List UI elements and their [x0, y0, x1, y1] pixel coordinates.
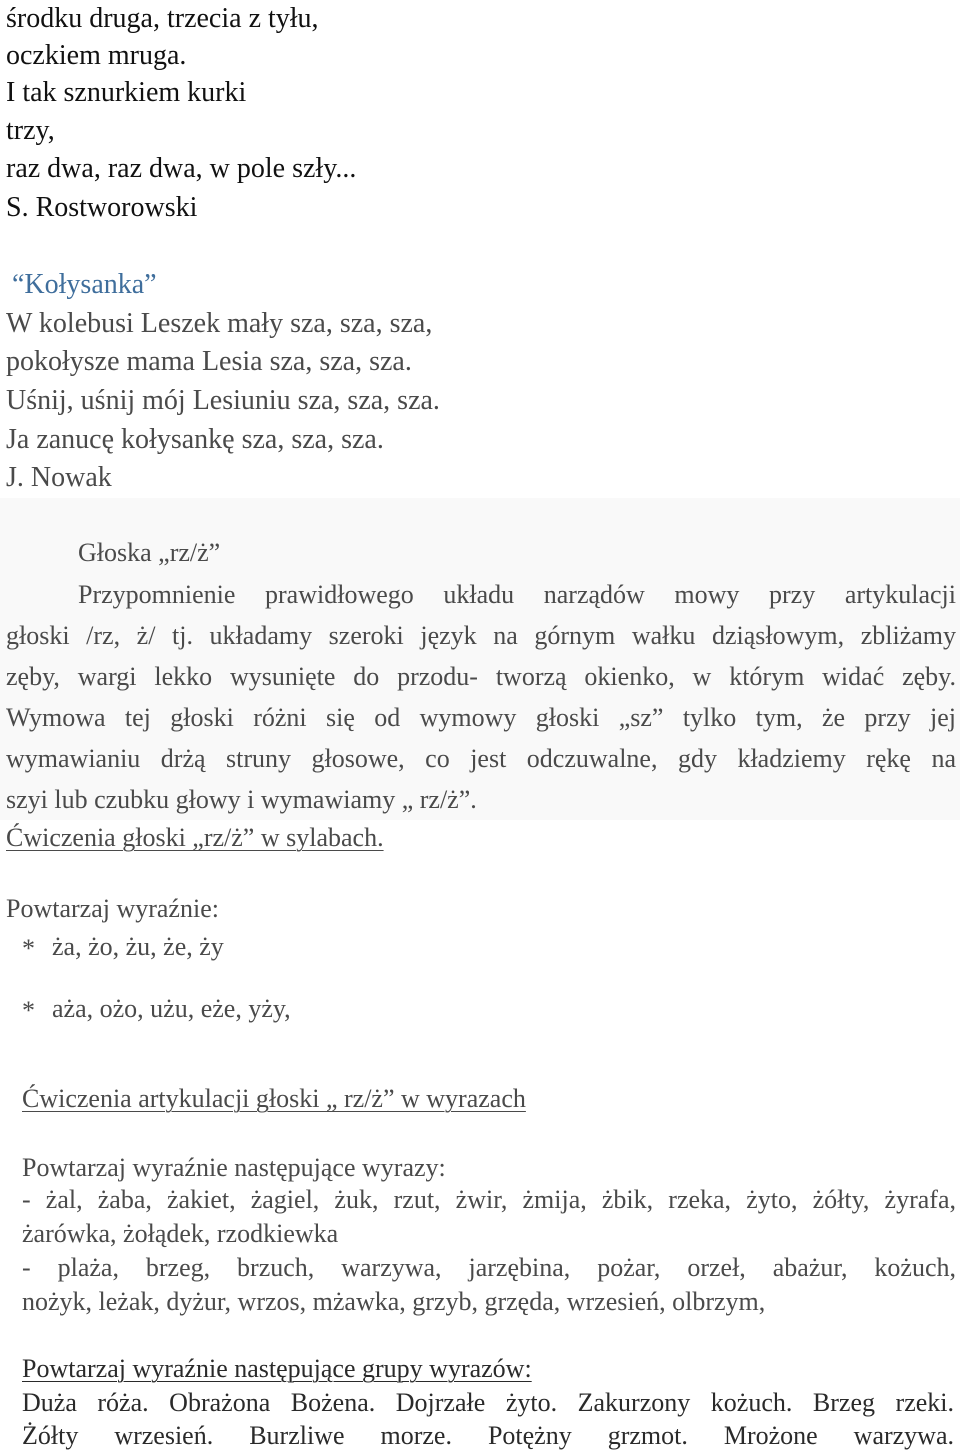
- poem2-line-2: pokołysze mama Lesia sza, sza, sza.: [6, 346, 412, 377]
- section-paragraph-line-6: szyi lub czubku głowy i wymawiamy „ rz/ż”.: [6, 785, 477, 814]
- words-heading: Ćwiczenia artykulacji głoski „ rz/ż” w wyrazach: [22, 1084, 526, 1113]
- section-heading: Głoska „rz/ż”: [78, 538, 221, 567]
- section-paragraph-line-5: wymawianiu drżą struny głosowe, co jest odczuwalne, gdy kładziemy rękę na: [6, 744, 956, 773]
- section-paragraph-line-1: Przypomnienie prawidłowego układu narządów mowy przy artykulacji: [78, 580, 956, 609]
- poem2-author: J. Nowak: [6, 462, 112, 493]
- poem2-line-3: Uśnij, uśnij mój Lesiuniu sza, sza, sza.: [6, 385, 440, 416]
- poem2-title: “Kołysanka”: [12, 269, 157, 300]
- poem1-author: S. Rostworowski: [6, 192, 198, 223]
- poem2-line-4: Ja zanucę kołysankę sza, sza, sza.: [6, 424, 384, 455]
- section-paragraph-line-2: głoski /rz, ż/ tj. układamy szeroki język na górnym wałku dziąsłowym, zbliżamy: [6, 621, 956, 650]
- section-paragraph-line-3: zęby, wargi lekko wysunięte do przodu- tworzą okienko, w którym widać zęby.: [6, 662, 956, 691]
- words-line-2: żarówka, żołądek, rzodkiewka: [22, 1219, 339, 1248]
- section-paragraph-line-4: Wymowa tej głoski różni się od wymowy głoski „sz” tylko tym, że przy jej: [6, 703, 956, 732]
- groups-line-1: Duża róża. Obrażona Bożena. Dojrzałe żyto. Zakurzony kożuch. Brzeg rzeki.: [22, 1388, 954, 1417]
- words-line-1: - żal, żaba, żakiet, żagiel, żuk, rzut, żwir, żmija, żbik, rzeka, żyto, żółty, żyrafa,: [22, 1185, 956, 1214]
- words-line-3: - plaża, brzeg, brzuch, warzywa, jarzębina, pożar, orzeł, abażur, kożuch,: [22, 1253, 956, 1282]
- poem2-line-1: W kolebusi Leszek mały sza, sza, sza,: [6, 308, 433, 339]
- syllables-heading: Ćwiczenia głoski „rz/ż” w sylabach.: [6, 823, 384, 852]
- poem1-line-2: oczkiem mruga.: [6, 40, 187, 71]
- poem1-line-3: I tak sznurkiem kurki: [6, 77, 247, 108]
- poem1-line-5: raz dwa, raz dwa, w pole szły...: [6, 153, 357, 184]
- bullet-icon: *: [22, 934, 35, 963]
- syllables-instruction: Powtarzaj wyraźnie:: [6, 894, 219, 923]
- syllables-item-2: aża, ożo, użu, eże, yży,: [52, 994, 291, 1023]
- words-instruction: Powtarzaj wyraźnie następujące wyrazy:: [22, 1153, 446, 1182]
- syllables-item-1: ża, żo, żu, że, ży: [52, 932, 224, 961]
- poem1-line-4: trzy,: [6, 115, 55, 146]
- groups-heading: Powtarzaj wyraźnie następujące grupy wyrazów:: [22, 1354, 532, 1383]
- words-line-4: nożyk, leżak, dyżur, wrzos, mżawka, grzyb, grzęda, wrzesień, olbrzym,: [22, 1287, 766, 1316]
- poem1-line-1: środku druga, trzecia z tyłu,: [6, 3, 319, 34]
- groups-line-2: Żółty wrzesień. Burzliwe morze. Potężny grzmot. Mrożone warzywa.: [22, 1421, 954, 1450]
- bullet-icon: *: [22, 996, 35, 1025]
